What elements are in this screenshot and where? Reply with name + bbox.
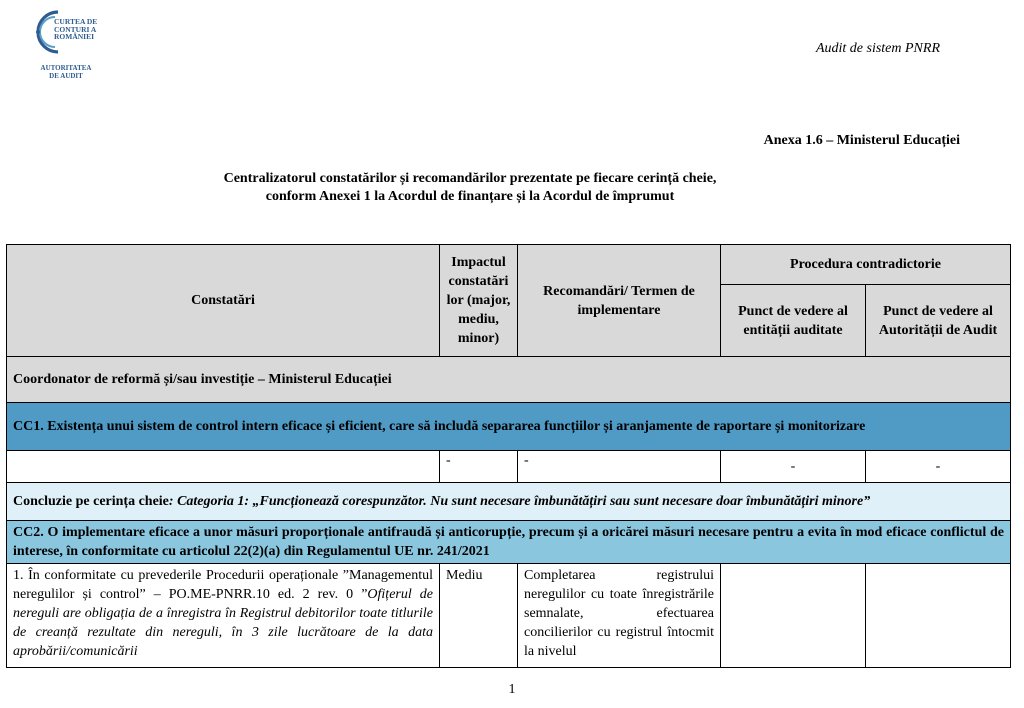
logo-curtea-de-conturi (22, 6, 112, 88)
cc2-entity-view-1 (721, 564, 866, 668)
header-recomandari: Recomandări/ Termen de implementare (518, 245, 721, 357)
cc2-authority-view-1 (866, 564, 1011, 668)
logo-name: CURTEA DE CONTURI A ROMÂNIEI (54, 17, 98, 41)
annex-label: Anexa 1.6 – Ministerul Educației (763, 133, 960, 148)
cc1-impact-cell: - (440, 451, 518, 483)
cc2-impact-1: Mediu (440, 564, 518, 668)
cc2-recommendation-1: Completarea registrului neregulilor cu toate înregistrările semnalate, efectuarea concilierilor cu registrul întocmit la nivelul (518, 564, 721, 668)
header-constatari: Constatări (7, 245, 440, 357)
cc1-finding-cell (7, 451, 440, 483)
cc1-recommendation-cell: - (518, 451, 721, 483)
findings-table (6, 244, 1011, 668)
cc2-finding-1 (7, 564, 440, 668)
page-number: 1 (508, 682, 516, 697)
page-title: Centralizatorul constatărilor și recomandărilor prezentate pe fiecare cerință cheie, conform Anexei 1 la Acordul de finanțare și la Acordul de împrumut (223, 171, 717, 204)
cc2-finding-1-quote: Ofițerul de nereguli are obligația de a înregistra în Registrul debitorilor toate titlurile de creanță rezultate din nereguli, în 3 zile lucrătoare de la data aprobării/comunicării (13, 587, 433, 659)
header-punct-entitate: Punct de vedere al entității auditate (721, 285, 866, 357)
cc1-title: CC1. Existența unui sistem de control intern eficace și eficient, care să includă separarea funcțiilor și aranjamente de raportare și monitorizare (7, 403, 1011, 451)
header-impact: Impactul constatări lor (major, mediu, minor) (440, 245, 518, 357)
logo-subtitle: AUTORITATEA DE AUDIT (40, 64, 92, 80)
header-document-type: Audit de sistem PNRR (815, 41, 940, 56)
cc2-finding-1-text: 1. În conformitate cu prevederile Procedurii operaționale ”Managementul neregulilor și control” – PO.ME-PNRR.10 ed. 2 rev. 0 ” (13, 568, 433, 602)
header-punct-autoritate: Punct de vedere al Autorității de Audit (866, 285, 1011, 357)
cc1-entity-cell: - (721, 451, 866, 483)
cc2-title: CC2. O implementare eficace a unor măsuri proporționale antifraudă și anticorupție, precum și a oricărei măsuri necesare pentru a evita în mod eficace conflictul de interese, în conformitate cu articolul 22(2)(a) din Regulamentul UE nr. 241/2021 (7, 521, 1011, 564)
header-procedura: Procedura contradictorie (721, 245, 1011, 285)
cc1-conclusion-label: Concluzie pe cerința cheie (13, 494, 169, 509)
cc1-conclusion-value: : Categoria 1: „Funcționează corespunzător. Nu sunt necesare îmbunătățiri sau sunt necesare doar îmbunătățiri minore” (168, 494, 871, 509)
cc1-authority-cell: - (866, 451, 1011, 483)
coordinator-row: Coordonator de reformă și/sau investiție – Ministerul Educației (7, 357, 1011, 403)
cc1-conclusion (7, 483, 1011, 521)
